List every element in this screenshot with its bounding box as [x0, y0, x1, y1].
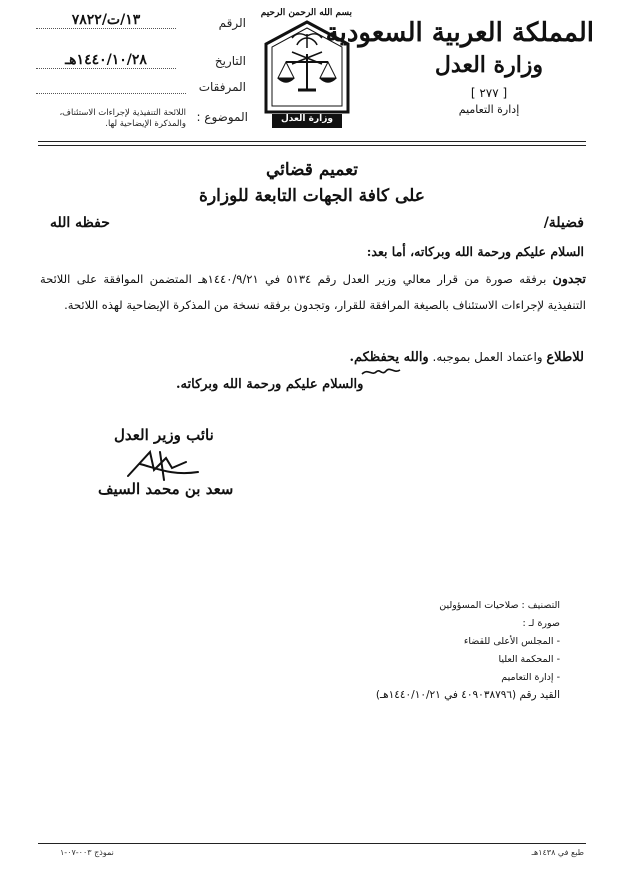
para-lead: تجدون [552, 271, 586, 286]
ref-row [36, 12, 246, 34]
copy-to-label: صورة لـ : [522, 618, 560, 629]
ministry-emblem [262, 8, 352, 128]
subject-row [36, 108, 248, 138]
signatory-title: نائب وزير العدل [114, 426, 214, 444]
subject-label: الموضوع : [196, 110, 248, 124]
department-name: إدارة التعاميم [458, 103, 520, 116]
document-title: تعميم قضائي [265, 160, 359, 180]
date-label: التاريخ [214, 54, 246, 68]
classification: التصنيف : صلاحيات المسؤولين [439, 600, 560, 611]
form-code: نموذج ٠٠٣-٠٧-١ [60, 848, 114, 857]
greeting: السلام عليكم ورحمة الله وبركاته، أما بعد: [366, 244, 584, 259]
body-paragraph [40, 266, 586, 318]
emblem-label: وزارة العدل [272, 114, 342, 128]
blessing: حفظه الله [50, 215, 110, 231]
ref-label: الرقم [218, 16, 246, 30]
closing-tail: والله يحفظكم. [349, 350, 429, 365]
ministry-subtitle: وزارة العدل [434, 52, 544, 78]
closing-text: واعتماد العمل بموجبه. [432, 350, 543, 364]
ministry-name: المملكة العربية السعودية [325, 18, 594, 48]
date-row [36, 52, 246, 74]
header-divider-thin [38, 145, 586, 146]
scales-of-justice-icon [262, 18, 352, 122]
date-value: ١٤٤٠/١٠/٢٨هـ [36, 52, 176, 69]
para-text: برفقه صورة من قرار معالي وزير العدل رقم ٥١٣٤ في ١٤٤٠/٩/٢١هـ المتضمن الموافقة على اللائحة التنفيذية لإجراءات الاستئناف بالصيغة المرافقة للقرار، وتجدون برفقه نسخة من المذكرة الإيضاحية لهذه اللائحة. [40, 272, 586, 312]
attachments-line [36, 92, 186, 94]
signatory-name: سعد بن محمد السيف [98, 480, 234, 498]
ref-number: ١٣/ت/٧٨٢٢ [36, 12, 176, 29]
addressee: فضيلة/ [543, 215, 584, 231]
subject-value: اللائحة التنفيذية لإجراءات الاستئناف، والمذكرة الإيضاحية لها. [59, 108, 186, 129]
ministry-block [325, 18, 594, 116]
initials-mark-icon [360, 362, 402, 382]
farewell: والسلام عليكم ورحمة الله وبركاته. [176, 377, 364, 392]
closing-lead: للاطلاع [546, 350, 584, 365]
footer-divider [38, 843, 586, 844]
basmala: بسم الله الرحمن الرحيم [260, 8, 352, 18]
circular-number: [ ٢٧٧ ] [470, 86, 508, 100]
attachments-row [36, 80, 246, 98]
distribution-block [340, 598, 560, 703]
header-divider [38, 141, 586, 142]
print-note: طبع في ١٤٣٨هـ [531, 848, 584, 857]
recipient-item: - المجلس الأعلى للقضاء [463, 636, 560, 647]
recipient-item: - المحكمة العليا [498, 654, 560, 665]
recipient-item: - إدارة التعاميم [501, 672, 560, 683]
attachments-label: المرفقات [198, 80, 246, 94]
document-subtitle: على كافة الجهات التابعة للوزارة [199, 186, 425, 206]
record-number: القيد رقم (٤٠٩٠٣٨٧٩٦ في ١٤٤٠/١٠/٢١هـ) [375, 689, 560, 701]
